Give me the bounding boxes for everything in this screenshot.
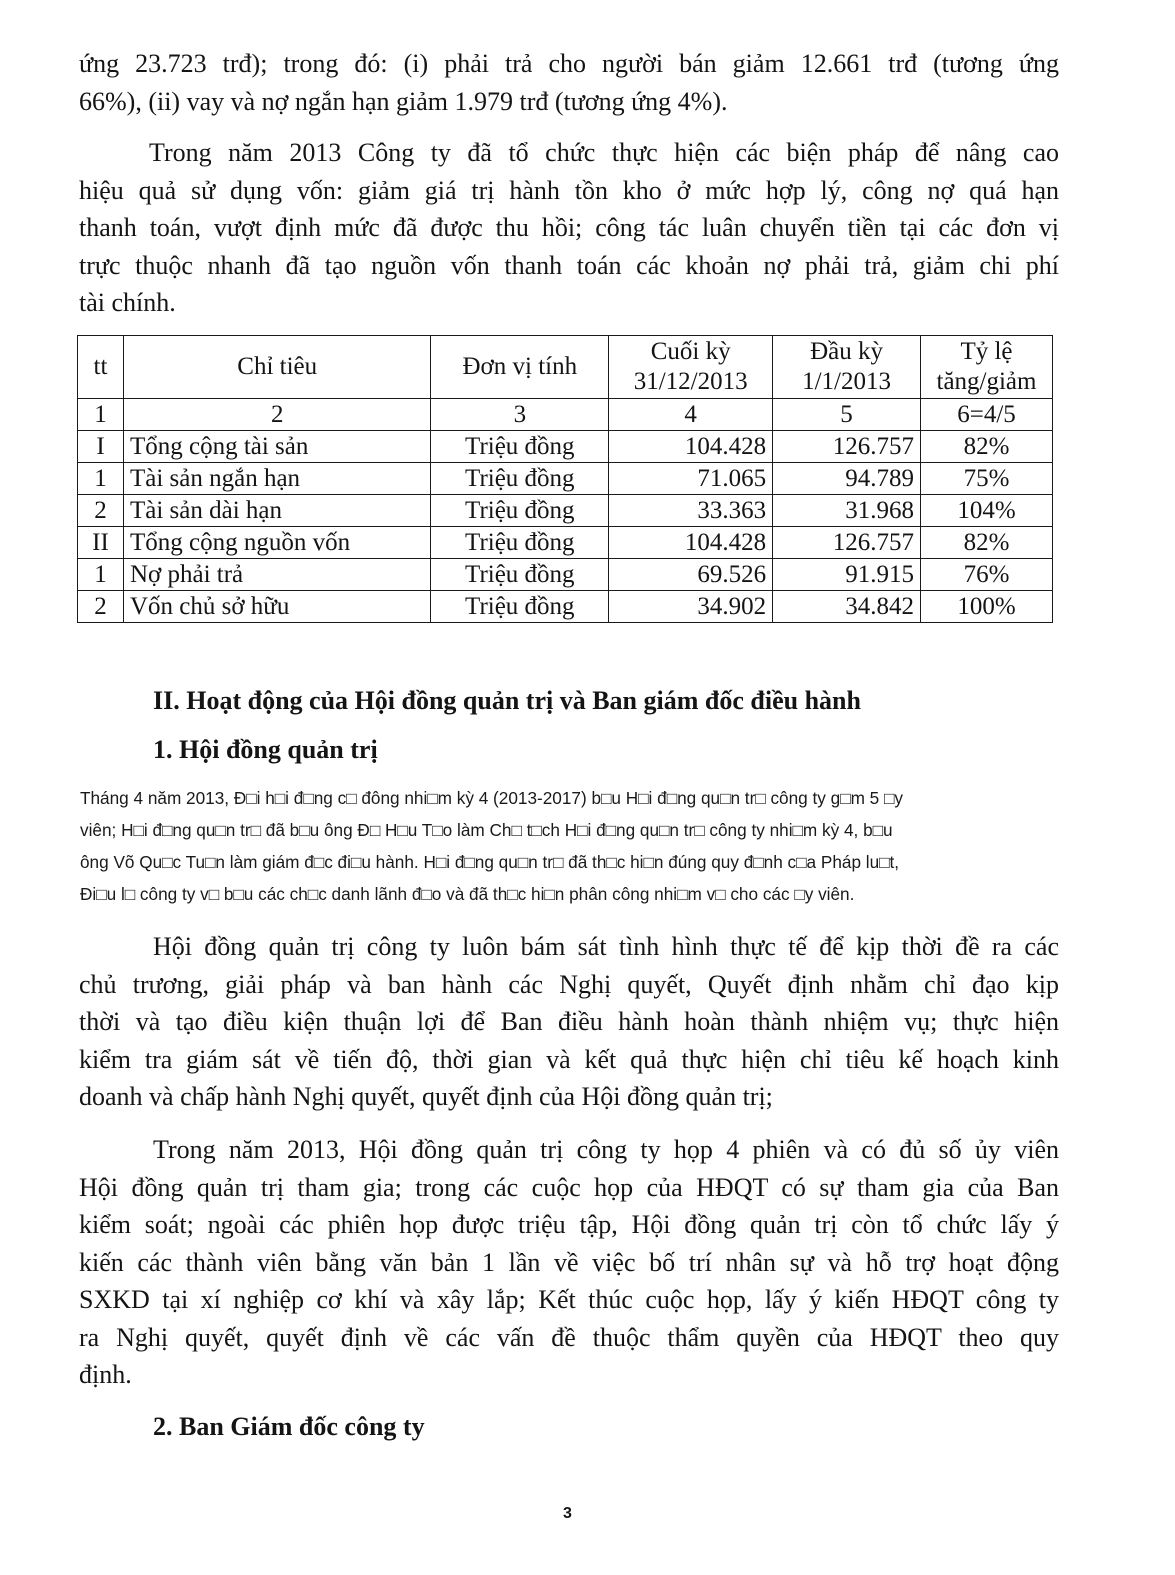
column-header-end-period (609, 336, 773, 399)
table-row (78, 495, 1053, 527)
table-row (78, 463, 1053, 495)
text-line: kiểm soát; ngoài các phiên họp được triệu tập, Hội đồng quản trị còn tổ chức lấy ý (79, 1210, 1059, 1239)
ratio-cell: 76% (920, 559, 1052, 591)
end-period-value-cell: 69.526 (609, 559, 773, 591)
text-line: Trong năm 2013, Hội đồng quản trị công ty họp 4 phiên và có đủ số ủy viên (153, 1135, 1059, 1164)
indicator-cell: Tổng cộng nguồn vốn (123, 527, 430, 559)
numbering-cell: 5 (773, 399, 921, 431)
paragraph-capital-efficiency (79, 134, 1059, 322)
ratio-cell: 82% (920, 431, 1052, 463)
column-header-ratio (920, 336, 1052, 399)
table-header-row (78, 336, 1053, 399)
unit-cell: Triệu đồng (431, 559, 609, 591)
text-line: viên; H□i đ□ng qu□n tr□ đã b□u ông Đ□ H□u T□o làm Ch□ t□ch H□i đ□ng qu□n tr□ công ty nhi□m kỳ 4, b□u (80, 820, 893, 840)
header-line: Cuối kỳ (650, 338, 731, 365)
table-body (78, 431, 1053, 623)
paragraph-board-meetings (79, 1131, 1059, 1394)
indicator-cell: Nợ phải trả (123, 559, 430, 591)
row-number-cell: 2 (78, 495, 124, 527)
begin-period-value-cell: 126.757 (773, 431, 921, 463)
text-line: Đi□u l□ công ty v□ b□u các ch□c danh lãnh đ□o và đã th□c hi□n phân công nhi□m v□ cho các □y viên. (80, 884, 855, 904)
header-line: tăng/giảm (936, 368, 1037, 395)
row-number-cell: 2 (78, 591, 124, 623)
numbering-cell: 1 (78, 399, 124, 431)
indicator-cell: Tài sản ngắn hạn (123, 463, 430, 495)
text-line: 66%), (ii) vay và nợ ngắn hạn giảm 1.979 trđ (tương ứng 4%). (79, 86, 728, 116)
numbering-cell: 6=4/5 (920, 399, 1052, 431)
indicator-cell: Vốn chủ sở hữu (123, 591, 430, 623)
unit-cell: Triệu đồng (431, 591, 609, 623)
text-line: kiểm tra giám sát về tiến độ, thời gian và kết quả thực hiện chỉ tiêu kế hoạch kinh (79, 1044, 1059, 1074)
text-line: thời và tạo điều kiện thuận lợi để Ban điều hành hoàn thành nhiệm vụ; thực hiện (79, 1007, 1059, 1036)
text-line: Trong năm 2013 Công ty đã tổ chức thực hiện các biện pháp để nâng cao (149, 138, 1059, 167)
begin-period-value-cell: 94.789 (773, 463, 921, 495)
end-period-value-cell: 34.902 (609, 591, 773, 623)
text-line: Hội đồng quản trị tham gia; trong các cuộc họp của HĐQT có sự tham gia của Ban (79, 1172, 1059, 1202)
text-line: SXKD tại xí nghiệp cơ khí và xây lắp; Kết thúc cuộc họp, lấy ý kiến HĐQT công ty (79, 1285, 1059, 1314)
header-line: 1/1/2013 (802, 368, 891, 395)
begin-period-value-cell: 126.757 (773, 527, 921, 559)
paragraph-board-oversight (79, 928, 1059, 1116)
text-line: kiến các thành viên bằng văn bản 1 lần về việc bố trí nhân sự và hỗ trợ hoạt động (79, 1247, 1059, 1277)
ratio-cell: 82% (920, 527, 1052, 559)
column-header-indicator: Chỉ tiêu (123, 336, 430, 399)
column-header-begin-period (773, 336, 921, 399)
column-header-tt: tt (78, 336, 124, 399)
text-line: ứng 23.723 trđ); trong đó: (i) phải trả cho người bán giảm 12.661 trđ (tương ứng (79, 49, 1059, 78)
text-line: trực thuộc nhanh đã tạo nguồn vốn thanh toán các khoản nợ phải trả, giảm chi phí (79, 250, 1059, 280)
text-line: hiệu quả sử dụng vốn: giảm giá trị hành tồn kho ở mức hợp lý, công nợ quá hạn (79, 175, 1059, 205)
text-line: ra Nghị quyết, quyết định về các vấn đề thuộc thẩm quyền của HĐQT theo quy (79, 1322, 1059, 1352)
indicator-cell: Tài sản dài hạn (123, 495, 430, 527)
text-line: Hội đồng quản trị công ty luôn bám sát tình hình thực tế để kịp thời đề ra các (153, 932, 1059, 961)
row-number-cell: 1 (78, 463, 124, 495)
row-number-cell: II (78, 527, 124, 559)
paragraph-board-election (80, 782, 1060, 910)
ratio-cell: 100% (920, 591, 1052, 623)
text-line: Tháng 4 năm 2013, Đ□i h□i đ□ng c□ đông nhi□m kỳ 4 (2013-2017) b□u H□i đ□ng qu□n tr□ công ty g□m 5 □y (80, 788, 903, 808)
unit-cell: Triệu đồng (431, 463, 609, 495)
end-period-value-cell: 71.065 (609, 463, 773, 495)
numbering-cell: 4 (609, 399, 773, 431)
row-number-cell: 1 (78, 559, 124, 591)
begin-period-value-cell: 91.915 (773, 559, 921, 591)
table-numbering-row (78, 399, 1053, 431)
text-line: tài chính. (79, 288, 176, 317)
header-line: Tỷ lệ (960, 338, 1013, 365)
text-line: doanh và chấp hành Nghị quyết, quyết định của Hội đồng quản trị; (79, 1082, 773, 1111)
unit-cell: Triệu đồng (431, 495, 609, 527)
begin-period-value-cell: 31.968 (773, 495, 921, 527)
text-line: định. (79, 1360, 132, 1389)
row-number-cell: I (78, 431, 124, 463)
begin-period-value-cell: 34.842 (773, 591, 921, 623)
ratio-cell: 104% (920, 495, 1052, 527)
end-period-value-cell: 33.363 (609, 495, 773, 527)
end-period-value-cell: 104.428 (609, 527, 773, 559)
header-line: Đầu kỳ (810, 338, 883, 365)
header-line: 31/12/2013 (633, 368, 748, 395)
numbering-cell: 2 (123, 399, 430, 431)
unit-cell: Triệu đồng (431, 527, 609, 559)
text-line: chủ trương, giải pháp và ban hành các Nghị quyết, Quyết định nhằm chỉ đạo kịp (79, 969, 1059, 999)
indicator-cell: Tổng cộng tài sản (123, 431, 430, 463)
table-row (78, 559, 1053, 591)
section-heading: II. Hoạt động của Hội đồng quản trị và Ban giám đốc điều hành (153, 686, 861, 715)
numbering-cell: 3 (431, 399, 609, 431)
financial-summary-table (77, 335, 1053, 623)
table-row (78, 591, 1053, 623)
subsection-heading-directors: 2. Ban Giám đốc công ty (153, 1412, 425, 1441)
ratio-cell: 75% (920, 463, 1052, 495)
subsection-heading-board: 1. Hội đồng quản trị (153, 735, 378, 764)
paragraph-liabilities (79, 45, 1059, 120)
text-line: thanh toán, vượt định mức đã được thu hồi; công tác luân chuyển tiền tại các đơn vị (79, 213, 1059, 242)
end-period-value-cell: 104.428 (609, 431, 773, 463)
page-number: 3 (563, 1505, 572, 1522)
unit-cell: Triệu đồng (431, 431, 609, 463)
table-row (78, 527, 1053, 559)
column-header-unit: Đơn vị tính (431, 336, 609, 399)
table-row (78, 431, 1053, 463)
text-line: ông Võ Qu□c Tu□n làm giám đ□c đi□u hành. H□i đ□ng qu□n tr□ đã th□c hi□n đúng quy đ□nh c□a Pháp lu□t, (80, 852, 900, 872)
